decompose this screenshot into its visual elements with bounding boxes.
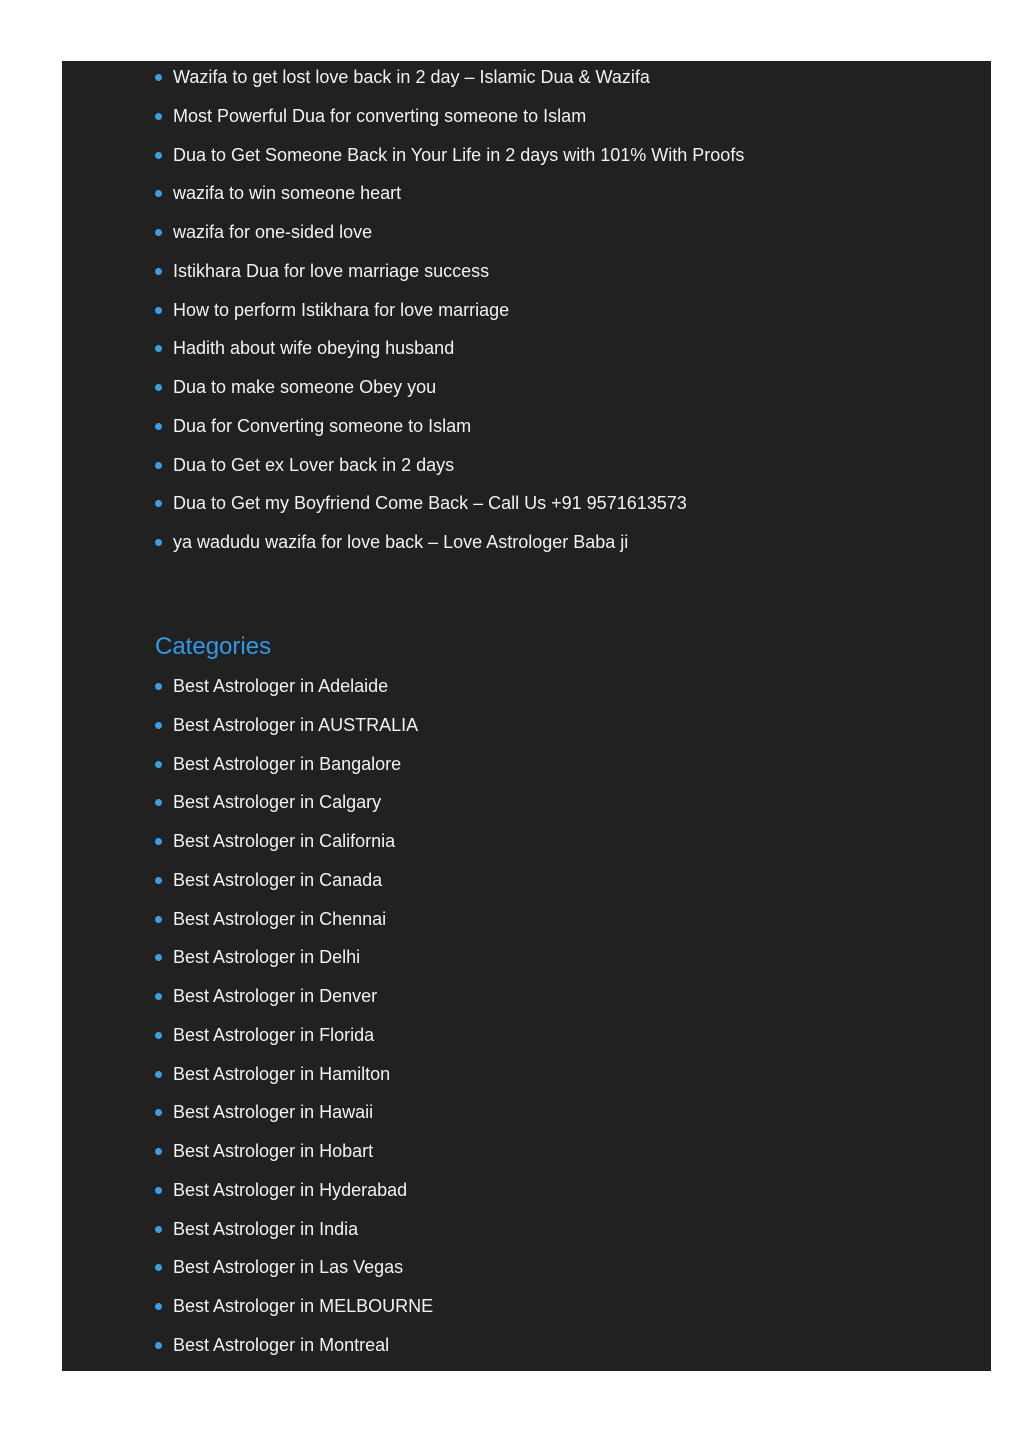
- list-item-label[interactable]: Best Astrologer in Hamilton: [173, 1063, 391, 1084]
- bullet-icon: [155, 1148, 162, 1155]
- list-item-link[interactable]: [155, 1290, 975, 1329]
- list-item-link[interactable]: [155, 526, 975, 565]
- list-item-link[interactable]: [155, 670, 975, 709]
- list-item-label[interactable]: wazifa for one-sided love: [173, 222, 373, 242]
- list-item-label[interactable]: Best Astrologer in Calgary: [173, 792, 382, 813]
- bullet-icon: [155, 500, 162, 507]
- bullet-icon: [155, 1303, 162, 1310]
- bullet-icon: [155, 1187, 162, 1194]
- list-item-link[interactable]: [155, 61, 975, 100]
- bullet-icon: [155, 722, 162, 729]
- bullet-icon: [155, 1226, 162, 1233]
- list-item-link[interactable]: [155, 1329, 975, 1368]
- bullet-icon: [155, 1342, 162, 1349]
- list-item-label[interactable]: Istikhara Dua for love marriage success: [173, 260, 490, 281]
- bullet-icon: [155, 838, 162, 845]
- bullet-icon: [155, 74, 162, 81]
- list-item-link[interactable]: [155, 487, 975, 526]
- bullet-icon: [155, 539, 162, 546]
- list-item-label[interactable]: Best Astrologer in Canada: [173, 869, 383, 890]
- list-item-label[interactable]: Best Astrologer in Florida: [173, 1024, 375, 1045]
- bullet-icon: [155, 229, 162, 236]
- list-item-label[interactable]: Best Astrologer in AUSTRALIA: [173, 714, 419, 735]
- list-item-link[interactable]: [155, 1174, 975, 1213]
- bullet-icon: [155, 152, 162, 159]
- list-item-label[interactable]: Best Astrologer in Bangalore: [173, 753, 402, 774]
- list-item-label[interactable]: Dua to Get Someone Back in Your Life in 2 days with 101% With Proofs: [173, 144, 745, 165]
- list-item-label[interactable]: Most Powerful Dua for converting someone to Islam: [173, 105, 587, 126]
- list-item-link[interactable]: [155, 449, 975, 488]
- list-item-link[interactable]: [155, 139, 975, 178]
- list-item-link[interactable]: [155, 941, 975, 980]
- list-item-label[interactable]: Best Astrologer in Hawaii: [173, 1102, 374, 1123]
- list-item-label[interactable]: Best Astrologer in Hyderabad: [173, 1179, 408, 1200]
- list-item-label[interactable]: Best Astrologer in California: [173, 831, 396, 851]
- categories-heading: Categories: [155, 633, 272, 660]
- list-item-label[interactable]: ya wadudu wazifa for love back – Love Astrologer Baba ji: [173, 532, 629, 552]
- bullet-icon: [155, 954, 162, 961]
- bullet-icon: [155, 1109, 162, 1116]
- list-item-link[interactable]: [155, 748, 975, 787]
- list-item-label[interactable]: wazifa to win someone heart: [173, 183, 402, 204]
- list-item-link[interactable]: [155, 864, 975, 903]
- list-item-label[interactable]: Hadith about wife obeying husband: [173, 338, 455, 359]
- list-item-label[interactable]: Best Astrologer in Montreal: [173, 1334, 390, 1355]
- list-item-label[interactable]: Dua to make someone Obey you: [173, 377, 437, 397]
- list-item-link[interactable]: [155, 410, 975, 449]
- list-item-link[interactable]: [155, 177, 975, 216]
- bullet-icon: [155, 113, 162, 120]
- bullet-icon: [155, 799, 162, 806]
- list-item-link[interactable]: [155, 1213, 975, 1252]
- bullet-icon: [155, 761, 162, 768]
- bullet-icon: [155, 916, 162, 923]
- bullet-icon: [155, 1032, 162, 1039]
- bullet-icon: [155, 1264, 162, 1271]
- bullet-icon: [155, 345, 162, 352]
- list-item-link[interactable]: [155, 903, 975, 942]
- list-item-link[interactable]: [155, 1019, 975, 1058]
- list-item-label[interactable]: Best Astrologer in Denver: [173, 986, 378, 1006]
- sidebar-panel: [62, 61, 991, 1371]
- bullet-icon: [155, 307, 162, 314]
- list-item-label[interactable]: How to perform Istikhara for love marriage: [173, 299, 510, 320]
- list-item-link[interactable]: [155, 1058, 975, 1097]
- bullet-icon: [155, 683, 162, 690]
- bullet-icon: [155, 993, 162, 1000]
- list-item-link[interactable]: [155, 980, 975, 1019]
- bullet-icon: [155, 462, 162, 469]
- list-item-link[interactable]: [155, 332, 975, 371]
- list-item-label[interactable]: Best Astrologer in Chennai: [173, 908, 387, 929]
- list-item-link[interactable]: [155, 1251, 975, 1290]
- list-item-link[interactable]: [155, 100, 975, 139]
- list-item-link[interactable]: [155, 1135, 975, 1174]
- list-item-label[interactable]: Dua for Converting someone to Islam: [173, 415, 472, 436]
- bullet-icon: [155, 423, 162, 430]
- bullet-icon: [155, 877, 162, 884]
- list-item-label[interactable]: Wazifa to get lost love back in 2 day – Islamic Dua & Wazifa: [173, 67, 650, 87]
- list-item-link[interactable]: [155, 1096, 975, 1135]
- bullet-icon: [155, 190, 162, 197]
- list-item-label[interactable]: Best Astrologer in MELBOURNE: [173, 1296, 434, 1316]
- list-item-label[interactable]: Best Astrologer in Las Vegas: [173, 1257, 404, 1278]
- list-item-label[interactable]: Best Astrologer in Adelaide: [173, 676, 389, 696]
- list-item-label[interactable]: Dua to Get ex Lover back in 2 days: [173, 454, 455, 475]
- list-item-label[interactable]: Best Astrologer in India: [173, 1218, 359, 1239]
- list-item-link[interactable]: [155, 371, 975, 410]
- list-item-link[interactable]: [155, 825, 975, 864]
- bullet-icon: [155, 268, 162, 275]
- bullet-icon: [155, 384, 162, 391]
- list-item-link[interactable]: [155, 294, 975, 333]
- list-item-label[interactable]: Best Astrologer in Delhi: [173, 947, 361, 968]
- categories-list: [155, 670, 975, 1368]
- recent-posts-list: [155, 61, 975, 565]
- bullet-icon: [155, 1071, 162, 1078]
- list-item-link[interactable]: [155, 216, 975, 255]
- list-item-link[interactable]: [155, 255, 975, 294]
- list-item-label[interactable]: Best Astrologer in Hobart: [173, 1141, 374, 1161]
- list-item-label[interactable]: Dua to Get my Boyfriend Come Back – Call Us +91 9571613573: [173, 493, 687, 514]
- list-item-link[interactable]: [155, 709, 975, 748]
- list-item-link[interactable]: [155, 786, 975, 825]
